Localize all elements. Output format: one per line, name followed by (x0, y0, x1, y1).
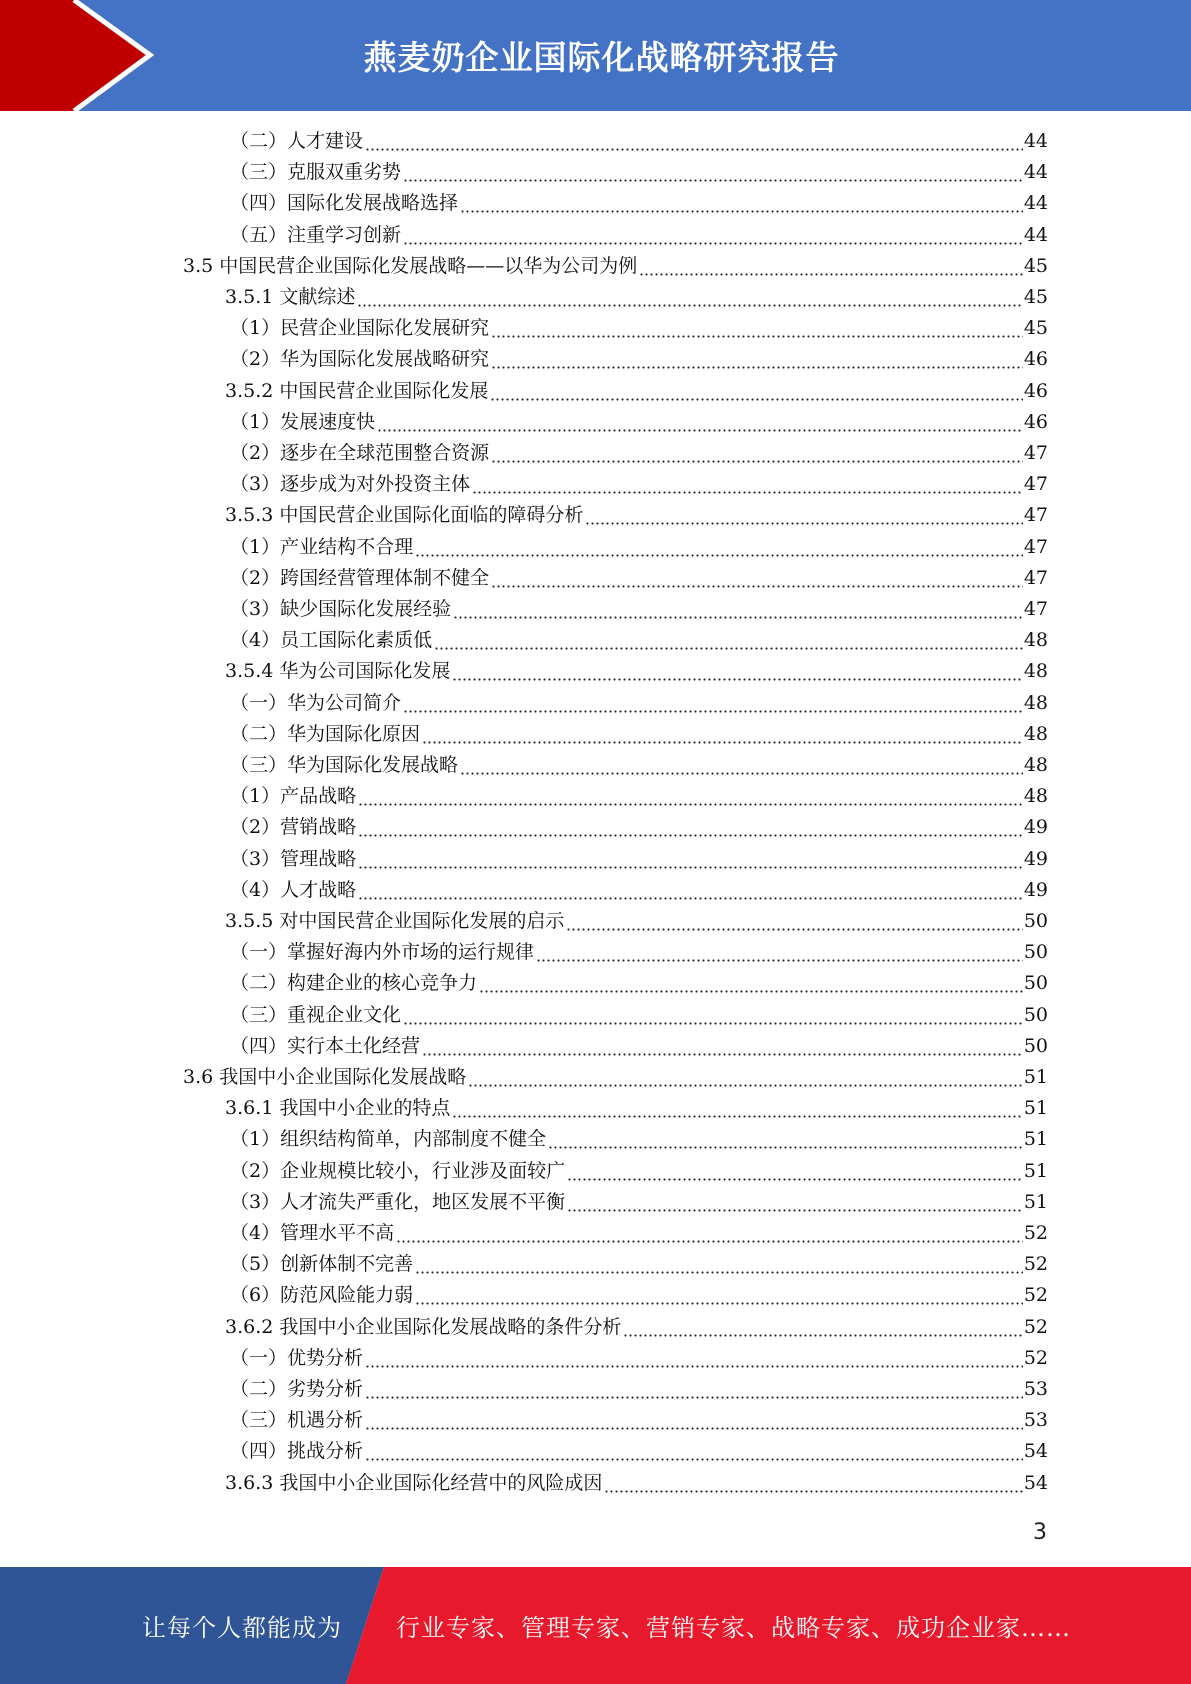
toc-entry-page: 44 (1023, 130, 1048, 152)
toc-entry[interactable] (230, 1032, 1048, 1060)
toc-entry-label: （2）企业规模比较小，行业涉及面较广 (230, 1160, 566, 1182)
page-header (0, 0, 1191, 111)
toc-dot-leader (460, 189, 1023, 217)
toc-dot-leader (358, 876, 1023, 904)
toc-entry-page: 51 (1023, 1191, 1048, 1213)
toc-dot-leader (453, 595, 1023, 623)
toc-dot-leader (548, 1125, 1023, 1153)
toc-dot-leader (639, 252, 1023, 280)
toc-entry-page: 50 (1023, 910, 1048, 932)
toc-dot-leader (452, 1094, 1022, 1122)
toc-dot-leader (377, 408, 1023, 436)
toc-entry-page: 44 (1023, 224, 1048, 246)
toc-dot-leader (403, 221, 1023, 249)
toc-entry-page: 47 (1023, 567, 1048, 589)
toc-entry-page: 44 (1023, 161, 1048, 183)
toc-entry-label: （三）机遇分析 (230, 1409, 364, 1431)
toc-entry-label: （2）跨国经营管理体制不健全 (230, 567, 490, 589)
toc-dot-leader (415, 533, 1023, 561)
toc-dot-leader (567, 1188, 1023, 1216)
toc-entry[interactable] (230, 1375, 1048, 1403)
toc-entry-label: （4）员工国际化素质低 (230, 629, 433, 651)
footer-slogan-left: 让每个人都能成为 (142, 1614, 342, 1642)
toc-entry-page: 47 (1023, 504, 1048, 526)
toc-dot-leader (567, 1157, 1023, 1185)
toc-entry-label: 3.5.5 对中国民营企业国际化发展的启示 (225, 910, 565, 932)
toc-entry-label: （3）缺少国际化发展经验 (230, 598, 452, 620)
toc-entry-page: 44 (1023, 192, 1048, 214)
toc-entry-page: 47 (1023, 442, 1048, 464)
toc-dot-leader (365, 1375, 1023, 1403)
toc-dot-leader (365, 1406, 1023, 1434)
toc-entry-page: 46 (1023, 380, 1048, 402)
footer-slogan-right: 行业专家、管理专家、营销专家、战略专家、成功企业家…… (396, 1614, 1071, 1642)
toc-entry[interactable] (230, 876, 1048, 904)
toc-entry-page: 51 (1023, 1097, 1048, 1119)
toc-entry[interactable] (183, 252, 1048, 280)
toc-entry-label: （1）发展速度快 (230, 411, 376, 433)
toc-entry[interactable] (230, 969, 1048, 997)
toc-entry-page: 52 (1023, 1222, 1048, 1244)
toc-entry[interactable] (230, 1125, 1048, 1153)
toc-dot-leader (403, 1001, 1023, 1029)
toc-dot-leader (623, 1313, 1022, 1341)
toc-entry[interactable] (230, 127, 1048, 155)
toc-entry[interactable] (230, 564, 1048, 592)
toc-entry-label: （3）管理战略 (230, 848, 357, 870)
toc-entry-page: 51 (1023, 1066, 1048, 1088)
toc-entry[interactable] (230, 533, 1048, 561)
toc-entry-label: 3.5.3 中国民营企业国际化面临的障碍分析 (225, 504, 584, 526)
toc-entry[interactable] (230, 1406, 1048, 1434)
toc-dot-leader (566, 907, 1022, 935)
toc-entry-label: （一）掌握好海内外市场的运行规律 (230, 941, 535, 963)
toc-entry[interactable] (225, 1469, 1048, 1497)
toc-dot-leader (403, 158, 1023, 186)
toc-entry-page: 45 (1023, 286, 1048, 308)
toc-entry-label: 3.6 我国中小企业国际化发展战略 (183, 1066, 467, 1088)
toc-dot-leader (491, 314, 1023, 342)
toc-entry-label: （4）管理水平不高 (230, 1222, 395, 1244)
toc-entry-label: （二）人才建设 (230, 130, 364, 152)
toc-entry-page: 50 (1023, 941, 1048, 963)
toc-entry-label: （1）民营企业国际化发展研究 (230, 317, 490, 339)
toc-entry-page: 47 (1023, 536, 1048, 558)
document-title: 燕麦奶企业国际化战略研究报告 (363, 38, 840, 77)
toc-entry[interactable] (230, 158, 1048, 186)
toc-dot-leader (491, 439, 1023, 467)
toc-entry-page: 52 (1023, 1253, 1048, 1275)
toc-dot-leader (358, 782, 1023, 810)
toc-dot-leader (403, 689, 1023, 717)
toc-entry-page: 48 (1023, 754, 1048, 776)
toc-dot-leader (479, 969, 1023, 997)
toc-entry-page: 52 (1023, 1284, 1048, 1306)
page-footer (0, 1567, 1191, 1684)
toc-entry-label: （1）产品战略 (230, 785, 357, 807)
toc-entry-label: （三）克服双重劣势 (230, 161, 402, 183)
toc-entry-page: 49 (1023, 879, 1048, 901)
toc-entry[interactable] (225, 657, 1048, 685)
toc-entry-page: 51 (1023, 1128, 1048, 1150)
toc-dot-leader (365, 1437, 1023, 1465)
toc-entry[interactable] (230, 470, 1048, 498)
toc-entry[interactable] (230, 408, 1048, 436)
toc-entry-page: 49 (1023, 816, 1048, 838)
toc-entry-label: （二）劣势分析 (230, 1378, 364, 1400)
toc-entry[interactable] (230, 1281, 1048, 1309)
toc-entry[interactable] (230, 938, 1048, 966)
toc-entry[interactable] (230, 1437, 1048, 1465)
toc-entry[interactable] (225, 501, 1048, 529)
toc-entry[interactable] (225, 283, 1048, 311)
toc-entry-label: 3.5.4 华为公司国际化发展 (225, 660, 451, 682)
toc-entry[interactable] (230, 751, 1048, 779)
toc-entry-label: （2）营销战略 (230, 816, 357, 838)
toc-dot-leader (604, 1469, 1022, 1497)
toc-entry-label: （二）构建企业的核心竞争力 (230, 972, 478, 994)
toc-entry-label: （6）防范风险能力弱 (230, 1284, 414, 1306)
toc-entry-page: 46 (1023, 348, 1048, 370)
toc-dot-leader (365, 127, 1023, 155)
toc-entry-label: （5）创新体制不完善 (230, 1253, 414, 1275)
toc-entry-label: （一）华为公司简介 (230, 692, 402, 714)
toc-entry-page: 48 (1023, 629, 1048, 651)
toc-entry[interactable] (230, 314, 1048, 342)
toc-entry-page: 52 (1023, 1347, 1048, 1369)
toc-entry-page: 54 (1023, 1472, 1048, 1494)
toc-dot-leader (536, 938, 1023, 966)
toc-entry-page: 52 (1023, 1316, 1048, 1338)
toc-entry[interactable] (230, 1219, 1048, 1247)
toc-entry-page: 48 (1023, 785, 1048, 807)
toc-dot-leader (468, 1063, 1023, 1091)
toc-entry-page: 53 (1023, 1378, 1048, 1400)
toc-entry-label: （三）重视企业文化 (230, 1004, 402, 1026)
toc-dot-leader (358, 813, 1023, 841)
toc-dot-leader (422, 720, 1023, 748)
toc-entry-page: 45 (1023, 255, 1048, 277)
toc-dot-leader (396, 1219, 1023, 1247)
toc-dot-leader (365, 1344, 1023, 1372)
page-number: 3 (1033, 1520, 1047, 1545)
toc-entry-label: （四）挑战分析 (230, 1440, 364, 1462)
toc-dot-leader (585, 501, 1022, 529)
toc-entry[interactable] (230, 221, 1048, 249)
toc-entry[interactable] (225, 907, 1048, 935)
toc-entry-label: （4）人才战略 (230, 879, 357, 901)
toc-entry-page: 51 (1023, 1160, 1048, 1182)
toc-dot-leader (491, 564, 1023, 592)
toc-entry-page: 48 (1023, 723, 1048, 745)
toc-entry[interactable] (230, 626, 1048, 654)
toc-entry[interactable] (225, 1094, 1048, 1122)
toc-entry-label: （1）产业结构不合理 (230, 536, 414, 558)
toc-entry-page: 54 (1023, 1440, 1048, 1462)
toc-entry-page: 46 (1023, 411, 1048, 433)
toc-entry-label: （二）华为国际化原因 (230, 723, 421, 745)
toc-entry-label: 3.6.2 我国中小企业国际化发展战略的条件分析 (225, 1316, 622, 1338)
toc-dot-leader (415, 1281, 1023, 1309)
toc-entry[interactable] (230, 782, 1048, 810)
toc-entry[interactable] (230, 1344, 1048, 1372)
toc-entry-label: （三）华为国际化发展战略 (230, 754, 459, 776)
toc-dot-leader (357, 283, 1022, 311)
toc-entry-label: 3.6.1 我国中小企业的特点 (225, 1097, 451, 1119)
toc-entry[interactable] (183, 1063, 1048, 1091)
toc-dot-leader (491, 345, 1023, 373)
toc-entry-label: （四）实行本土化经营 (230, 1035, 421, 1057)
toc-dot-leader (460, 751, 1023, 779)
toc-dot-leader (490, 377, 1022, 405)
toc-entry[interactable] (230, 720, 1048, 748)
toc-entry[interactable] (230, 689, 1048, 717)
toc-entry-page: 49 (1023, 848, 1048, 870)
toc-entry[interactable] (230, 1001, 1048, 1029)
toc-entry-page: 53 (1023, 1409, 1048, 1431)
toc-entry[interactable] (230, 845, 1048, 873)
toc-entry-page: 50 (1023, 972, 1048, 994)
toc-entry[interactable] (230, 345, 1048, 373)
toc-dot-leader (452, 657, 1022, 685)
toc-entry-page: 47 (1023, 598, 1048, 620)
toc-entry-label: （四）国际化发展战略选择 (230, 192, 459, 214)
toc-entry[interactable] (230, 595, 1048, 623)
toc-entry[interactable] (230, 1250, 1048, 1278)
toc-entry[interactable] (230, 439, 1048, 467)
toc-entry-label: 3.6.3 我国中小企业国际化经营中的风险成因 (225, 1472, 603, 1494)
toc-entry-label: （一）优势分析 (230, 1347, 364, 1369)
toc-entry-label: （3）逐步成为对外投资主体 (230, 473, 471, 495)
toc-entry-page: 47 (1023, 473, 1048, 495)
toc-entry[interactable] (230, 189, 1048, 217)
toc-entry-page: 45 (1023, 317, 1048, 339)
toc-entry[interactable] (230, 813, 1048, 841)
toc-entry-page: 48 (1023, 660, 1048, 682)
toc-entry-label: 3.5.2 中国民营企业国际化发展 (225, 380, 489, 402)
toc-entry-label: （五）注重学习创新 (230, 224, 402, 246)
toc-dot-leader (434, 626, 1023, 654)
toc-entry-page: 50 (1023, 1035, 1048, 1057)
toc-dot-leader (472, 470, 1023, 498)
toc-entry-label: 3.5 中国民营企业国际化发展战略——以华为公司为例 (183, 255, 638, 277)
toc-entry-label: （2）华为国际化发展战略研究 (230, 348, 490, 370)
toc-entry[interactable] (230, 1157, 1048, 1185)
toc-dot-leader (358, 845, 1023, 873)
toc-entry-label: （3）人才流失严重化，地区发展不平衡 (230, 1191, 566, 1213)
toc-entry-page: 50 (1023, 1004, 1048, 1026)
toc-entry-label: 3.5.1 文献综述 (225, 286, 356, 308)
toc-entry[interactable] (225, 377, 1048, 405)
toc-entry[interactable] (230, 1188, 1048, 1216)
toc-entry[interactable] (225, 1313, 1048, 1341)
toc-dot-leader (415, 1250, 1023, 1278)
toc-dot-leader (422, 1032, 1023, 1060)
toc-entry-label: （1）组织结构简单，内部制度不健全 (230, 1128, 547, 1150)
toc-entry-page: 48 (1023, 692, 1048, 714)
toc-entry-label: （2）逐步在全球范围整合资源 (230, 442, 490, 464)
